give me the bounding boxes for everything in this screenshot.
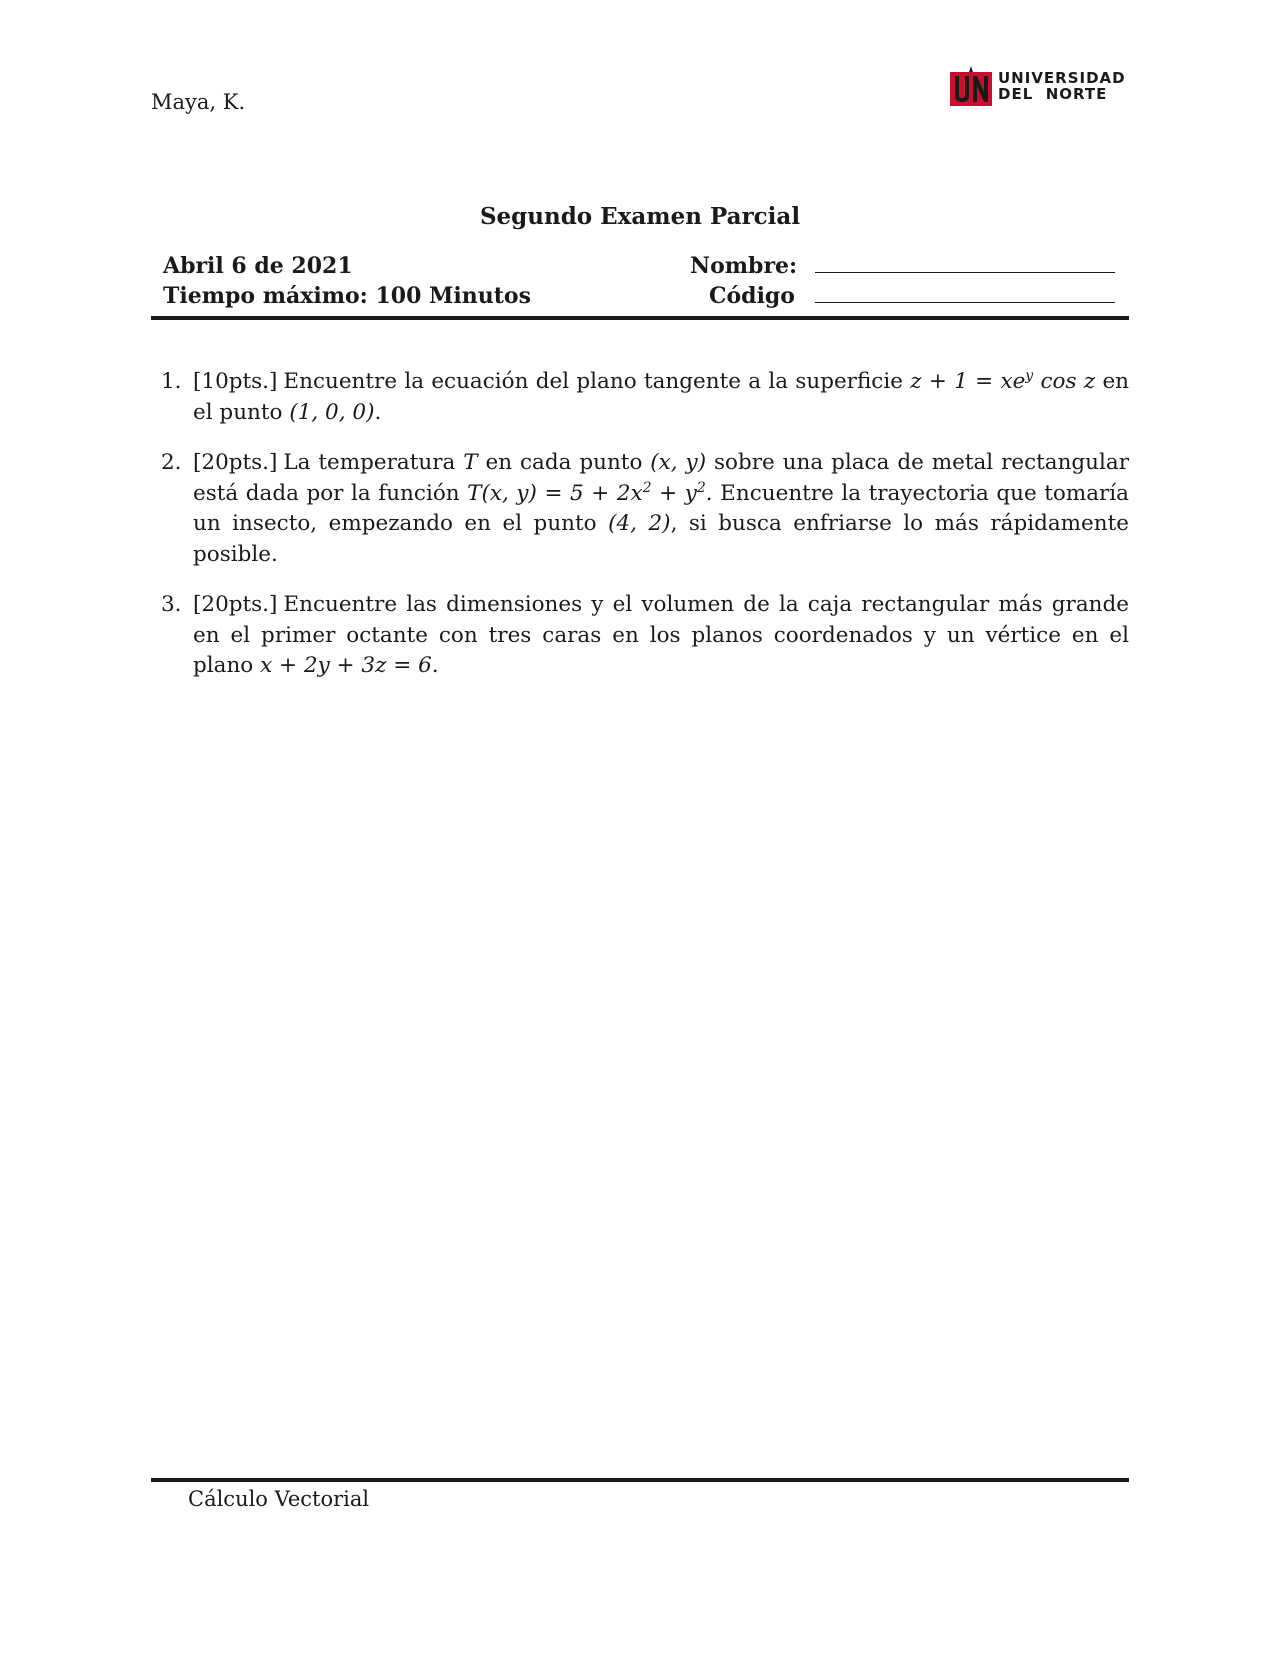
question-text-part: en cada punto bbox=[477, 450, 651, 475]
question-text-part: Encuentre la ecuación del plano tangente a la superficie bbox=[283, 369, 911, 394]
question-text-part: , si busca enfriarse lo más rápidamente posible. bbox=[193, 511, 1129, 567]
question-number: 3. bbox=[161, 592, 182, 617]
logo-line-2: DEL NORTE bbox=[998, 85, 1108, 103]
math-superscript: 2 bbox=[696, 479, 706, 496]
question-text-part: Encuentre las dimensiones y el volumen de la caja rectangular más grande en el primer octante con tres caras en los planos coordenados y un vértice en el plano bbox=[193, 592, 1129, 678]
question-text-part: en el punto bbox=[193, 369, 1130, 425]
question-2 bbox=[151, 448, 1129, 570]
math-part: z + 1 = xe bbox=[910, 369, 1026, 394]
question-points: [20pts.] bbox=[193, 450, 278, 475]
header-divider bbox=[151, 316, 1129, 320]
footer-divider bbox=[151, 1478, 1129, 1482]
question-text-part: . bbox=[374, 399, 382, 425]
question-text-part: sobre una placa de metal rectangular está dada por la función bbox=[193, 450, 1129, 506]
logo-line-1: UNIVERSIDAD bbox=[998, 69, 1126, 87]
math-part: cos z bbox=[1033, 369, 1096, 394]
math-part: + y bbox=[651, 480, 697, 506]
question-number: 2. bbox=[161, 450, 182, 475]
question-text bbox=[193, 367, 1129, 428]
question-3 bbox=[151, 590, 1129, 682]
math-expression bbox=[910, 369, 1095, 394]
course-name: Cálculo Vectorial bbox=[188, 1487, 370, 1511]
exam-info bbox=[163, 251, 531, 311]
exam-time-limit: Tiempo máximo: 100 Minutos bbox=[163, 283, 531, 309]
question-text-part: . Encuentre la trayectoria que tomaría un insecto, empezando en el punto bbox=[193, 480, 1129, 536]
code-label: Código bbox=[709, 283, 795, 309]
question-text bbox=[193, 448, 1129, 570]
question-list bbox=[151, 367, 1129, 702]
exam-title: Segundo Examen Parcial bbox=[479, 203, 801, 230]
math-superscript: y bbox=[1025, 367, 1034, 384]
exam-date: Abril 6 de 2021 bbox=[163, 253, 353, 279]
question-number: 1. bbox=[161, 369, 182, 394]
question-text-part: . bbox=[431, 653, 439, 678]
un-logo-icon bbox=[950, 66, 992, 106]
code-field-row bbox=[690, 281, 1120, 311]
math-expression: x + 2y + 3z = 6 bbox=[260, 653, 432, 678]
name-field-row bbox=[690, 251, 1120, 281]
student-fields bbox=[690, 251, 1120, 311]
question-points: [10pts.] bbox=[193, 369, 278, 394]
math-expression: (4, 2) bbox=[608, 511, 671, 536]
math-expression: (x, y) bbox=[650, 450, 707, 475]
question-points: [20pts.] bbox=[193, 592, 278, 617]
author-name: Maya, K. bbox=[151, 90, 246, 114]
question-text-part: La temperatura bbox=[283, 450, 464, 475]
name-label: Nombre: bbox=[690, 253, 798, 279]
math-expression: T bbox=[463, 450, 478, 475]
university-logo bbox=[950, 58, 1128, 110]
question-text bbox=[193, 590, 1129, 682]
logo-wordmark bbox=[998, 70, 1126, 102]
question-1 bbox=[151, 367, 1129, 428]
name-field[interactable] bbox=[815, 272, 1115, 273]
code-field[interactable] bbox=[815, 302, 1115, 303]
math-expression bbox=[467, 481, 706, 506]
math-expression: (1, 0, 0) bbox=[289, 399, 375, 425]
math-superscript: 2 bbox=[642, 479, 652, 496]
math-part: T(x, y) = 5 + 2x bbox=[467, 480, 643, 506]
